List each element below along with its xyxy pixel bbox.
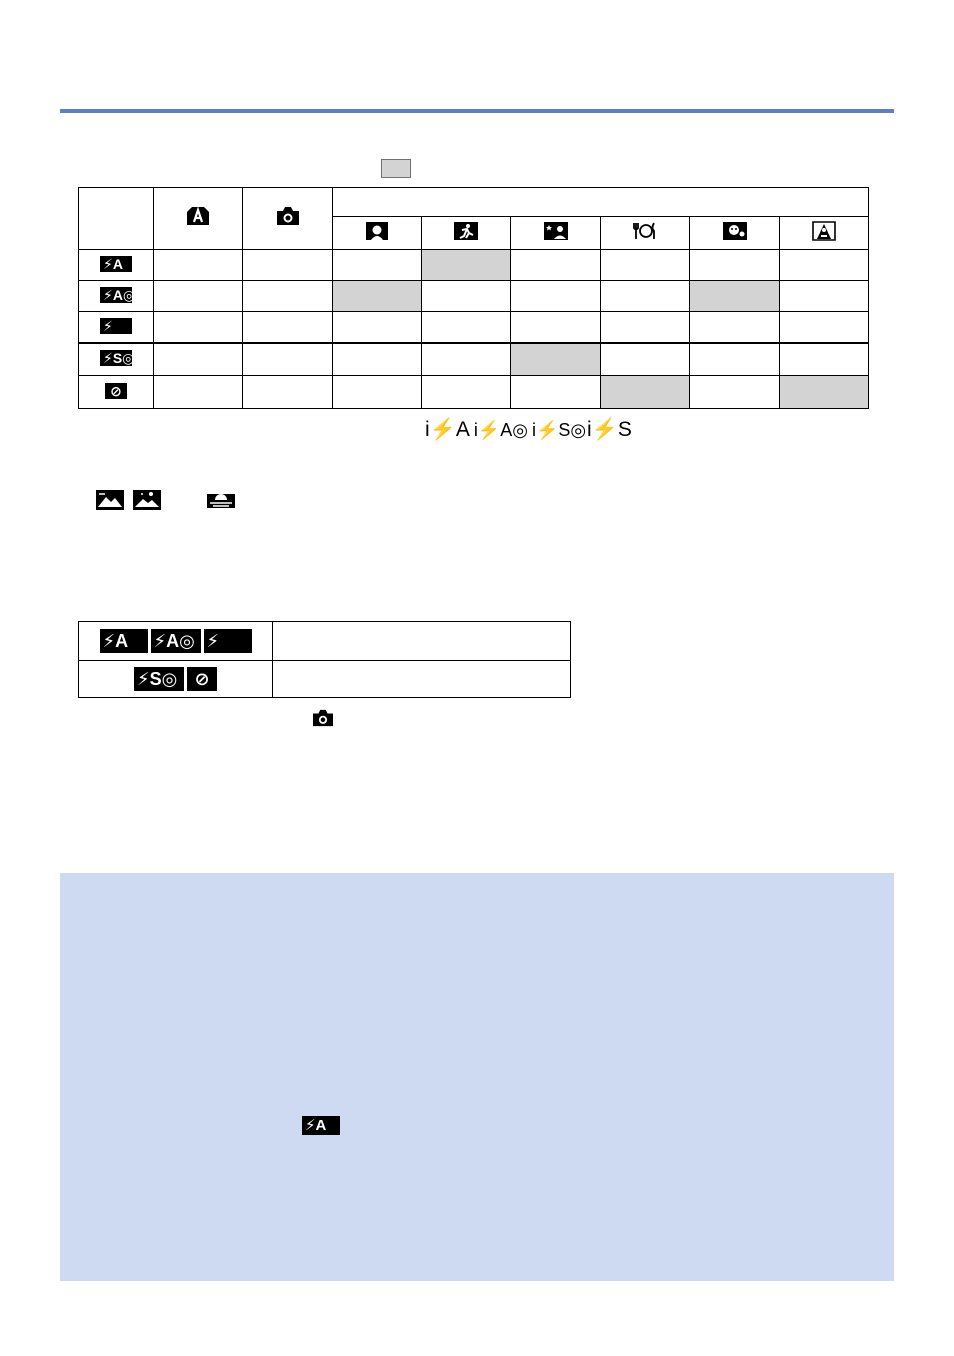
cell (243, 250, 333, 281)
ia-flash-auto-icon: i⚡A (425, 418, 470, 441)
cell (690, 343, 780, 376)
header-night-portrait (511, 217, 601, 250)
flash-auto-icon: ⚡A (302, 1116, 340, 1135)
flash-auto-redeye-icon: ⚡A◎ (151, 629, 201, 653)
header-pet (780, 217, 869, 250)
cell (511, 312, 601, 343)
header-food (601, 217, 690, 250)
cell-highlighted (780, 376, 869, 409)
cell (690, 376, 780, 409)
sunset-icon (207, 490, 235, 510)
cell-highlighted (333, 281, 422, 312)
cell (333, 343, 422, 376)
cell (154, 376, 243, 409)
cell (154, 281, 243, 312)
cell (154, 250, 243, 281)
cell-highlighted (422, 250, 511, 281)
cell-highlighted (601, 376, 690, 409)
ia-flash-auto-redeye-icon: i⚡A◎ (473, 419, 528, 440)
cell (780, 343, 869, 376)
header-portrait (333, 217, 422, 250)
cell (601, 312, 690, 343)
flash-auto-icon: ⚡A (100, 256, 132, 272)
night-scenery-icon (133, 490, 161, 510)
row-label-forced-flash (79, 312, 154, 343)
header-rule (60, 109, 894, 113)
header-camera (243, 188, 333, 250)
cell (422, 281, 511, 312)
row-label-flash-auto-redeye (79, 281, 154, 312)
flash-auto-icon: ⚡A (100, 629, 148, 653)
cell (154, 312, 243, 343)
cell (601, 343, 690, 376)
cell (333, 312, 422, 343)
cell (422, 312, 511, 343)
setting-row2-icons (79, 661, 273, 698)
cell (780, 312, 869, 343)
header-baby (690, 217, 780, 250)
cell (601, 250, 690, 281)
food-icon (633, 222, 657, 240)
ia-slow-sync-redeye-icon: i⚡S◎ (531, 419, 587, 440)
cell (243, 312, 333, 343)
forced-flash-on-icon: ⚡ (100, 318, 132, 334)
forced-flash-on-icon: ⚡ (204, 629, 252, 653)
hint-panel (60, 873, 894, 1281)
cell-highlighted (511, 343, 601, 376)
scenery-icon (96, 490, 124, 510)
inline-camera (311, 708, 335, 733)
cell (511, 281, 601, 312)
cell (511, 250, 601, 281)
camera-icon (275, 205, 301, 227)
cell (422, 376, 511, 409)
row-label-slow-sync (79, 343, 154, 376)
cell (243, 376, 333, 409)
cell (511, 376, 601, 409)
portrait-icon (366, 222, 388, 240)
pet-icon (812, 221, 836, 241)
corner-cell (79, 188, 154, 250)
cell (780, 250, 869, 281)
intelligent-auto-a-icon (185, 204, 211, 228)
cell (154, 343, 243, 376)
scene-group-header (333, 188, 869, 217)
cell (333, 376, 422, 409)
cell (243, 281, 333, 312)
flash-setting-table (78, 621, 571, 698)
cell (422, 343, 511, 376)
ia-slow-sync-group (587, 418, 632, 442)
baby-icon (723, 222, 747, 240)
setting-row2-value (273, 661, 571, 698)
flash-availability-table (78, 187, 869, 409)
highlight-key-swatch (381, 159, 411, 178)
cell (780, 281, 869, 312)
cell (333, 250, 422, 281)
slow-sync-redeye-icon: ⚡S◎ (100, 350, 132, 366)
flash-auto-redeye-icon: ⚡A◎ (100, 287, 132, 303)
row-label-flash-auto (79, 250, 154, 281)
cell-highlighted (690, 281, 780, 312)
cell (690, 312, 780, 343)
ia-slow-sync-icon: i⚡S (587, 418, 632, 441)
cell (690, 250, 780, 281)
flash-off-icon: ⊘ (187, 667, 217, 691)
sports-icon (454, 222, 478, 240)
hint-badge-wrap (302, 1116, 340, 1135)
night-portrait-icon (544, 222, 568, 240)
setting-row1-icons (79, 622, 273, 661)
flash-off-icon: ⊘ (105, 383, 127, 399)
setting-row1-value (273, 622, 571, 661)
cell (601, 281, 690, 312)
cell (243, 343, 333, 376)
camera-icon (311, 708, 335, 728)
header-auto (154, 188, 243, 250)
ia-flash-icon-group (425, 418, 586, 442)
row-label-flash-off (79, 376, 154, 409)
scene-icon-row (96, 490, 235, 510)
slow-sync-redeye-icon: ⚡S◎ (134, 667, 184, 691)
header-sports (422, 217, 511, 250)
